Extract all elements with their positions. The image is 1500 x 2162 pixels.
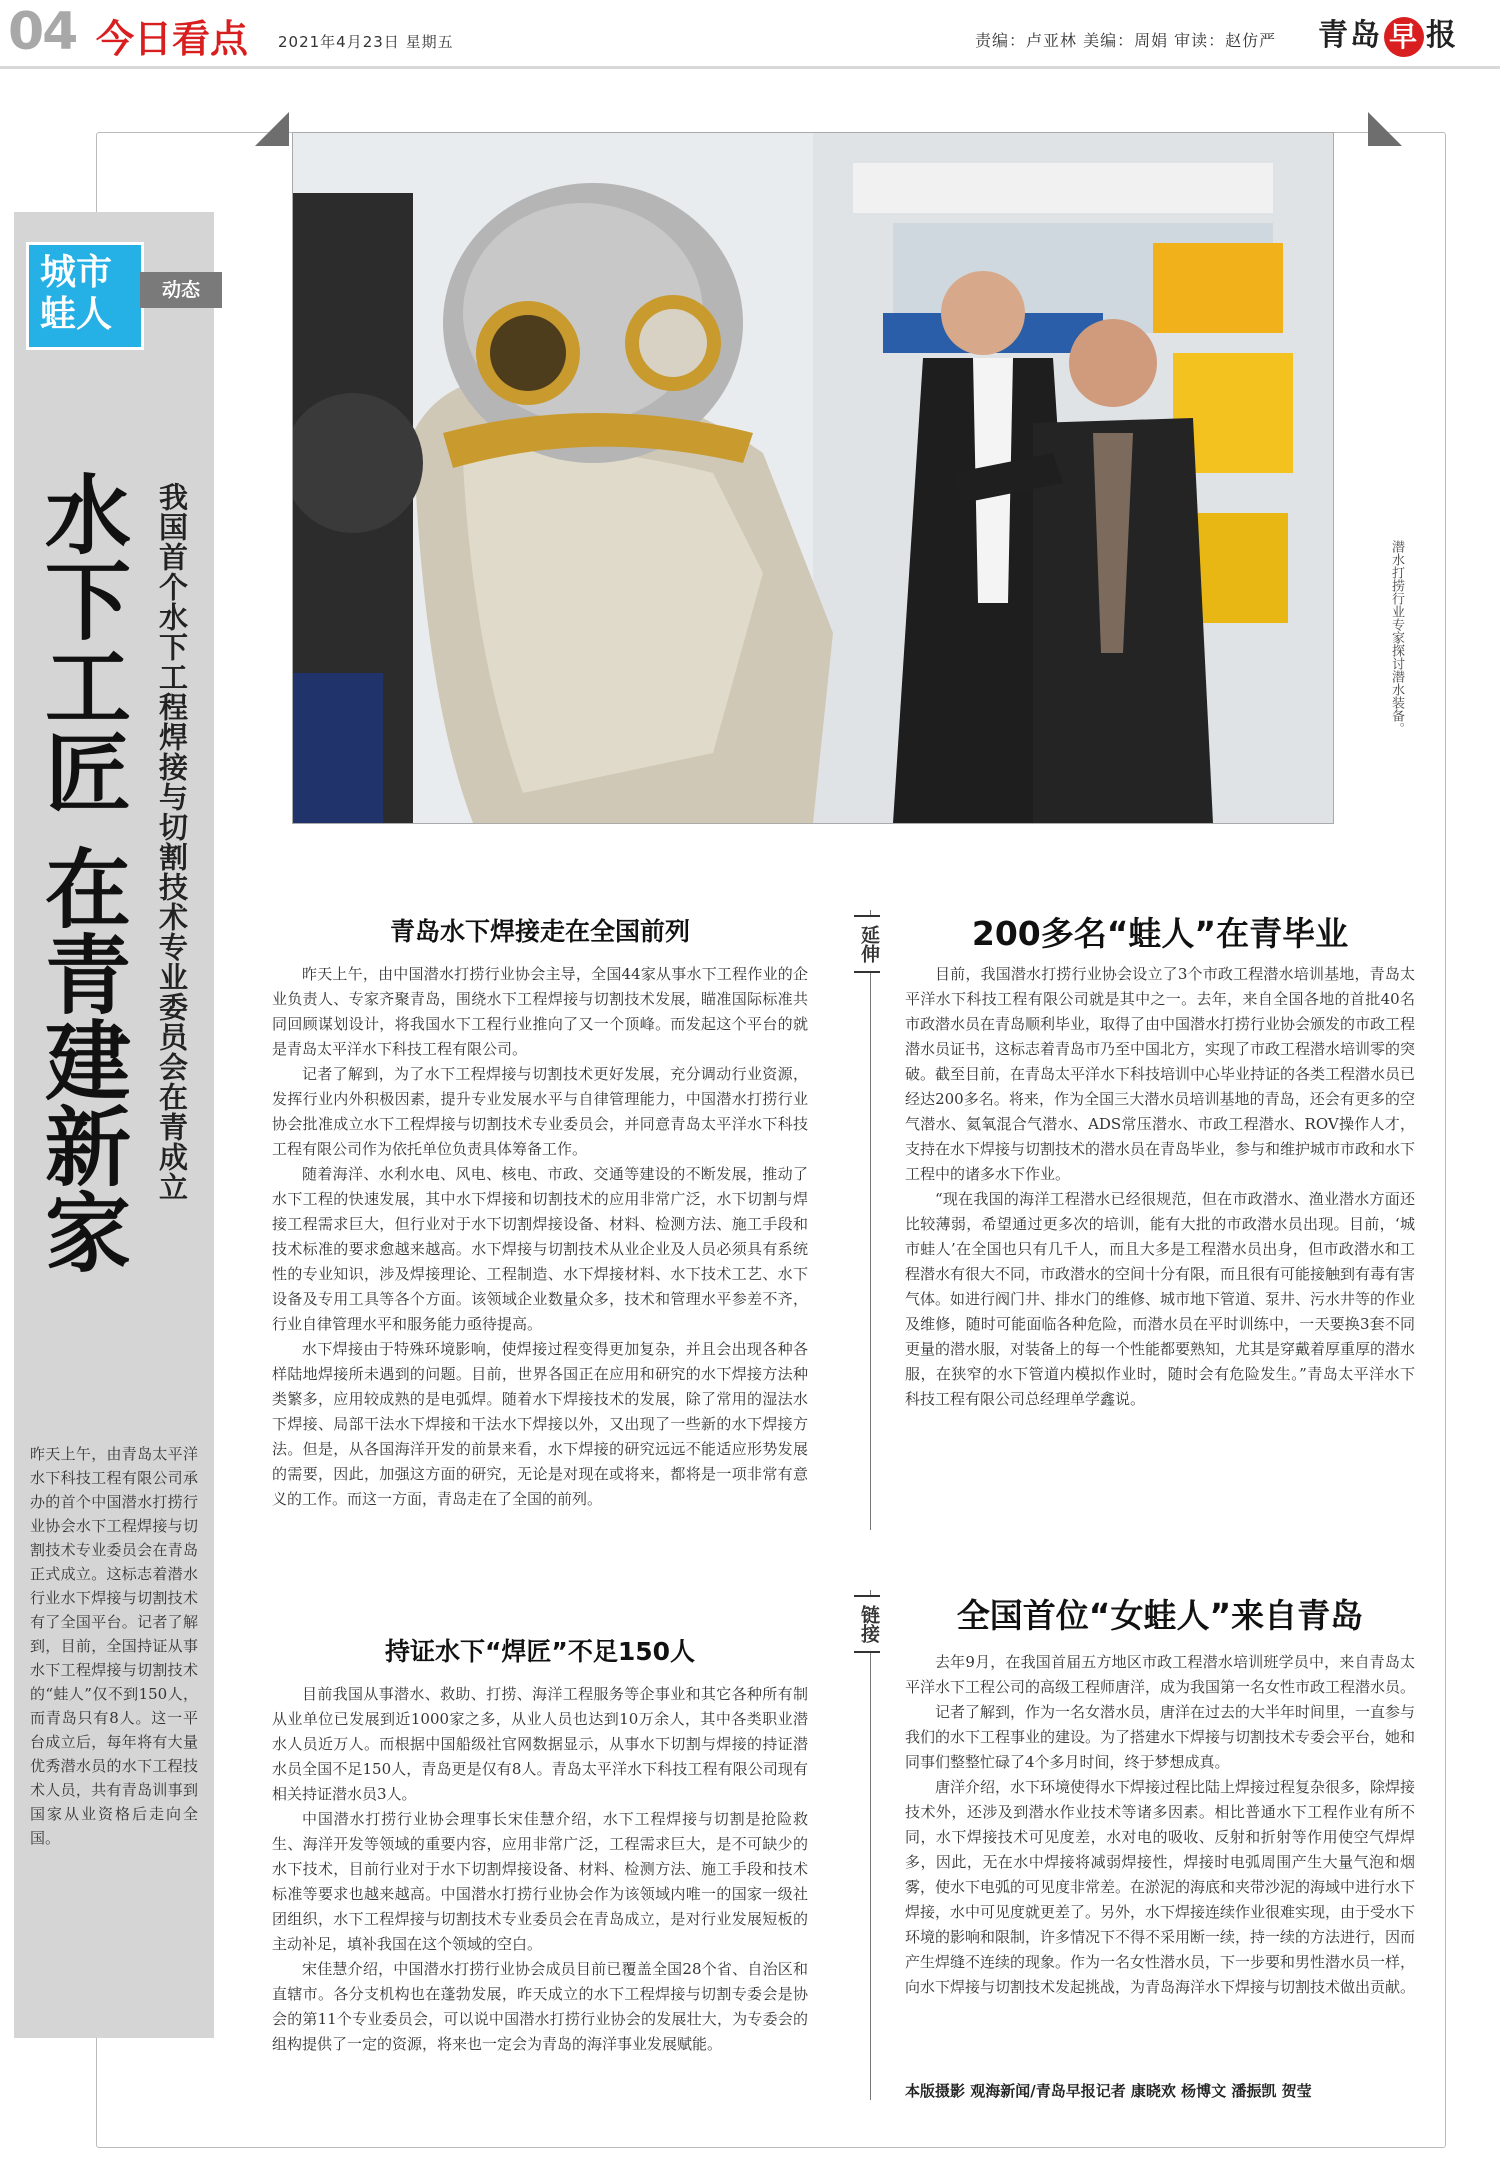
news-photo — [292, 132, 1334, 824]
article4-side-tag: 链接 — [854, 1595, 880, 1653]
column-tag-line-1: 城市 — [40, 252, 113, 293]
article3-body — [905, 962, 1415, 1412]
frame-corner-left — [255, 112, 289, 146]
article3-paragraph: 目前，我国潜水打捞行业协会设立了3个市政工程潜水培训基地，青岛太平洋水下科技工程有限公司就是其中之一。去年，来自全国各地的首批40名市政潜水员在青岛顺利毕业，取得了由中国潜水打捞行业协会颁发的市政工程潜水员证书，这标志着青岛市乃至中国北方，实现了市政工程潜水培训零的突破。截至目前，在青岛太平洋水下科技培训中心毕业持证的各类工程潜水员已经达200多名。将来，作为全国三大潜水员培训基地的青岛，还会有更多的空气潜水、氦氧混合气潜水、ADS常压潜水、市政工程潜水、ROV操作人才，支持在水下焊接与切割技术的潜水员在青岛毕业，参与和维护城市市政和水下工程中的诸多水下作业。 — [905, 965, 1416, 1183]
article1-body — [272, 962, 808, 1512]
diving-helmet-photo-illustration — [293, 133, 1333, 823]
article1-heading: 青岛水下焊接走在全国前列 — [389, 917, 690, 946]
column-tag-line-2: 蛙人 — [40, 294, 113, 335]
article4-heading: 全国首位“女蛙人”来自青岛 — [956, 1596, 1364, 1635]
sub-headline: 我国首个水下工程焊接与切割技术专业委员会在青成立 — [155, 482, 189, 1202]
article3-heading: 200多名“蛙人”在青毕业 — [971, 914, 1349, 953]
article4-body — [905, 1650, 1415, 2000]
article3-paragraph: “现在我国的海洋工程潜水已经很规范，但在市政潜水、渔业潜水方面还比较薄弱，希望通过更多次的培训，能有大批的市政潜水员出现。目前，‘城市蛙人’在全国也只有几千人，而且大多是工程潜水员出身，但市政潜水和工程潜水有很大不同，市政潜水的空间十分有限，而且很有可能接触到有毒有害气体。如进行阀门井、排水门的维修、城市地下管道、泵井、污水井等的作业及维修，随时可能面临各种危险，而潜水员在平时训练中，一天要换3套不同更量的潜水服，对装备上的每一个性能都要熟知，尤其是穿戴着厚重厚的潜水服，在狭窄的水下管道内模拟作业时，随时会有危险发生。”青岛太平洋水下科技工程有限公司总经理单学鑫说。 — [905, 1190, 1416, 1408]
article2-paragraph: 中国潜水打捞行业协会理事长宋佳慧介绍，水下工程焊接与切割是抢险救生、海洋开发等领域的重要内容，应用非常广泛，工程需求巨大，是不可缺少的水下技术，目前行业对于水下切割焊接设备、材料、检测方法、施工手段和技术标准等要求也越来越高。中国潜水打捞行业协会作为该领域内唯一的国家一级社团组织，水下工程焊接与切割技术专业委员会在青岛成立，是对行业发展短板的主动补足，填补我国在这个领域的空白。 — [272, 1810, 808, 1953]
frame-corner-right — [1368, 112, 1402, 146]
article4-paragraph: 唐洋介绍，水下环境使得水下焊接过程比陆上焊接过程复杂很多，除焊接技术外，还涉及到潜水作业技术等诸多因素。相比普通水下工程作业有所不同，水下焊接技术可见度差，水对电的吸收、反射和折射等作用使空气焊焊多，因此，无在水中焊接将减弱焊接性，焊接时电弧周围产生大量气泡和烟雾，使水下电弧的可见度非常差。在淤泥的海底和夹带沙泥的海域中进行水下焊接，水中可见度就更差了。另外，水下焊接连续作业很难实现，由于受水下环境的影响和限制，许多情况下不得不采用断一续，持一续的方法进行，因而产生焊缝不连续的现象。作为一名女性潜水员，下一步要和男性潜水员一样，向水下焊接与切割技术发起挑战，为青岛海洋水下焊接与切割技术做出贡献。 — [905, 1778, 1416, 1996]
article1-paragraph: 记者了解到，为了水下工程焊接与切割技术更好发展，充分调动行业资源，发挥行业内外积极因素，提升专业发展水平与自律管理能力，中国潜水打捞行业协会批准成立水下工程焊接与切割技术专业委员会，并同意青岛太平洋水下科技工程有限公司作为依托单位负责具体筹备工作。 — [272, 1065, 808, 1158]
section-title: 今日看点 — [96, 16, 249, 61]
column-tag-sub: 动态 — [140, 272, 222, 308]
column-divider — [870, 910, 871, 1530]
photo-byline: 本版摄影 观海新闻/青岛早报记者 康晓欢 杨博文 潘振凯 贺莹 — [905, 2082, 1312, 2100]
article2-heading: 持证水下“焊匠”不足150人 — [384, 1637, 696, 1666]
article3-side-tag: 延伸 — [854, 915, 880, 973]
article1-paragraph: 水下焊接由于特殊环境影响，使焊接过程变得更加复杂，并且会出现各种各样陆地焊接所未遇到的问题。目前，世界各国正在应用和研究的水下焊接方法种类繁多，应用较成熟的是电弧焊。随着水下焊接技术的发展，除了常用的湿法水下焊接、局部干法水下焊接和干法水下焊接以外，又出现了一些新的水下焊接方法。但是，从各国海洋开发的前景来看，水下焊接的研究远远不能适应形势发展的需要，因此，加强这方面的研究，无论是对现在或将来，都将是一项非常有意义的工作。而这一方面，青岛走在了全国的前列。 — [272, 1340, 808, 1508]
sidebar-summary: 昨天上午，由青岛太平洋水下科技工程有限公司承办的首个中国潜水打捞行业协会水下工程焊接与切割技术专业委员会在青岛正式成立。这标志着潜水行业水下焊接与切割技术有了全国平台。记者了解到，目前，全国持证从事水下工程焊接与切割技术的“蛙人”仅不到150人，而青岛只有8人。这一平台成立后，每年将有大量优秀潜水员的水下工程技术人员，共有青岛训事到国家从业资格后走向全国。 — [30, 1445, 198, 1847]
article2-body — [272, 1682, 808, 2057]
issue-date: 2021年4月23日 星期五 — [278, 33, 454, 51]
article4-paragraph: 记者了解到，作为一名女潜水员，唐洋在过去的大半年时间里，一直参与我们的水下工程事业的建设。为了搭建水下焊接与切割技术专委会平台，她和同事们整整忙碌了4个多月时间，终于梦想成真。 — [905, 1703, 1416, 1771]
column-divider — [870, 1590, 871, 2100]
newspaper-logo — [1318, 10, 1458, 57]
logo-text-left: 青岛 — [1318, 18, 1382, 53]
photo-caption: 潜水打捞行业专家探讨潜水装备。 — [1389, 540, 1404, 735]
column-tag-text — [40, 252, 130, 336]
article4-paragraph: 去年9月，在我国首届五方地区市政工程潜水培训班学员中，来自青岛太平洋水下工程公司的高级工程师唐洋，成为我国第一名女性市政工程潜水员。 — [905, 1653, 1416, 1696]
article2-paragraph: 宋佳慧介绍，中国潜水打捞行业协会成员目前已覆盖全国28个省、自治区和直辖市。各分支机构也在蓬勃发展，昨天成立的水下工程焊接与切割专委会是协会的第11个专业委员会，可以说中国潜水打捞行业协会的发展壮大，为专委会的组构提供了一定的资源，将来也一定会为青岛的海洋事业发展赋能。 — [272, 1960, 808, 2053]
article1-paragraph: 昨天上午，由中国潜水打捞行业协会主导，全国44家从事水下工程作业的企业负责人、专家齐聚青岛，围绕水下工程焊接与切割技术发展，瞄准国际标准共同回顾谋划设计，将我国水下工程行业推向了又一个顶峰。而发起这个平台的就是青岛太平洋水下科技工程有限公司。 — [272, 965, 808, 1058]
logo-text-right: 报 — [1426, 18, 1458, 53]
article2-paragraph: 目前我国从事潜水、救助、打捞、海洋工程服务等企事业和其它各种所有制从业单位已发展到近1000家之多，从业人员也达到10万余人，其中各类职业潜水人员近万人。而根据中国船级社官网数据显示，从事水下切割与焊接的持证潜水员全国不足150人，青岛更是仅有8人。青岛太平洋水下科技工程有限公司现有相关持证潜水员3人。 — [272, 1685, 808, 1803]
editors-credit: 责编：卢亚林 美编：周娟 审读：赵仿严 — [975, 31, 1277, 50]
page-number: 04 — [8, 2, 77, 62]
main-headline: 水下工匠 在青建新家 — [30, 470, 131, 1274]
logo-badge: 早 — [1384, 17, 1424, 57]
article1-paragraph: 随着海洋、水利水电、风电、核电、市政、交通等建设的不断发展，推动了水下工程的快速发展，其中水下焊接和切割技术的应用非常广泛，水下切割与焊接工程需求巨大，但行业对于水下切割焊接设备、材料、检测方法、施工手段和技术标准的要求愈越来越高。水下焊接与切割技术从业企业及人员必须具有系统性的专业知识，涉及焊接理论、工程制造、水下焊接材料、水下技术工艺、水下设备及专用工具等各个方面。该领域企业数量众多，技术和管理水平参差不齐，行业自律管理水平和服务能力亟待提高。 — [272, 1165, 808, 1333]
